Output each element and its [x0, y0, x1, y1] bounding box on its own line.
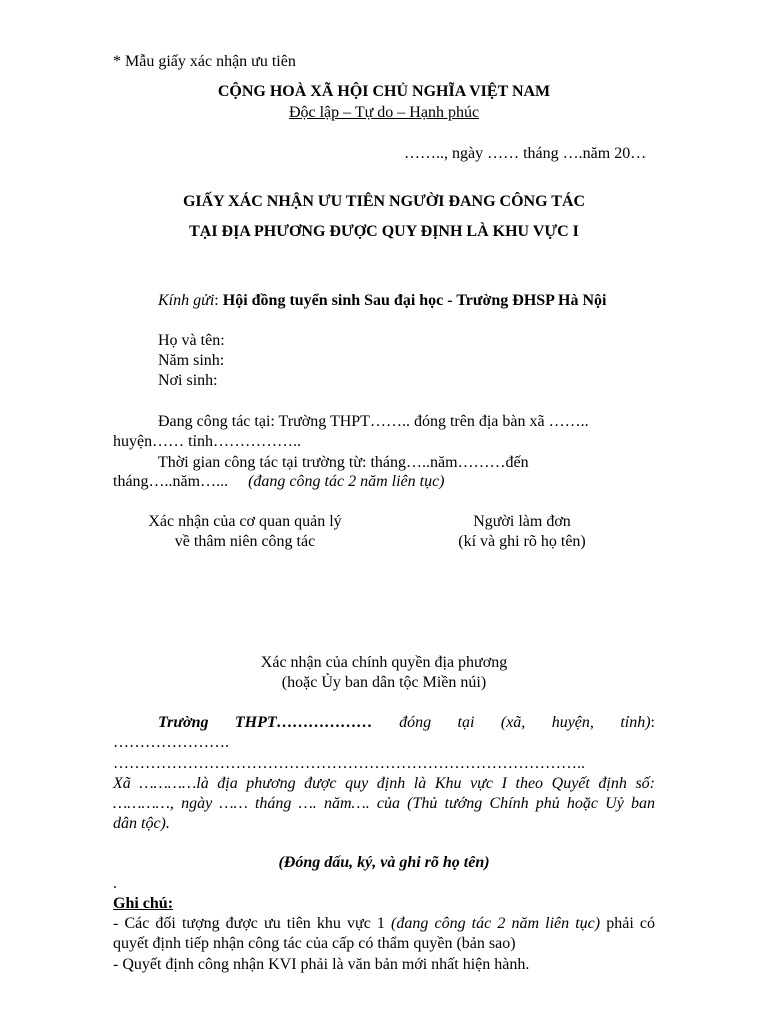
note-1-line-2: quyết định tiếp nhận công tác của cấp có thẩm quyền (bản sao) [113, 935, 516, 952]
signature-applicant-title: Người làm đơn [473, 513, 571, 530]
school-word: tỉnh) [620, 714, 651, 731]
note-1-emphasis: (đang công tác 2 năm liên tục) [391, 915, 601, 932]
signature-agency-subtitle: về thâm niên công tác [174, 533, 316, 550]
work-period-line-1: Thời gian công tác tại trường từ: tháng…..năm………đến [158, 454, 529, 471]
signature-applicant-subtitle: (kí và ghi rõ họ tên) [458, 533, 586, 550]
workplace-line-2: huyện…… tỉnh…………….. [113, 433, 301, 450]
field-birthplace: Nơi sinh: [158, 372, 218, 389]
school-word: (xã, [500, 714, 526, 731]
school-location-line [158, 713, 655, 733]
local-authority-title: Xác nhận của chính quyền địa phương [260, 654, 508, 671]
school-colon: : [650, 714, 655, 731]
recipient-label: Kính gửi [158, 292, 215, 309]
note-2: - Quyết định công nhận KVI phải là văn bản mới nhất hiện hành. [113, 956, 530, 973]
note-1-text: - Các đối tượng được ưu tiên khu vực 1 [113, 915, 392, 932]
commune-line-1: Xã …………là địa phương được quy định là Khu vực I theo Quyết định số: [113, 775, 655, 792]
commune-line-2: …………, ngày …… tháng …. năm…. của (Thủ tướng Chính phủ hoặc Uỷ ban [113, 795, 655, 812]
note-1-tail: phải có [600, 915, 655, 932]
school-word: đóng [399, 714, 432, 731]
motto: Độc lập – Tự do – Hạnh phúc [288, 104, 480, 121]
school-word: huyện, [551, 714, 594, 731]
country-header: CỘNG HOÀ XÃ HỘI CHỦ NGHĨA VIỆT NAM [217, 83, 551, 100]
school-word: tại [457, 714, 475, 731]
date-line: …….., ngày …… tháng ….năm 20… [404, 145, 647, 162]
seal-instruction: (Đóng dấu, ký, và ghi rõ họ tên) [278, 854, 490, 871]
work-period-end: tháng…..năm…... [113, 473, 229, 490]
field-full-name: Họ và tên: [158, 332, 225, 349]
field-birth-year: Năm sinh: [158, 352, 225, 369]
signature-agency-title: Xác nhận của cơ quan quản lý [148, 513, 342, 530]
recipient-name: Hội đồng tuyển sinh Sau đại học - Trường ĐHSP Hà Nội [222, 292, 607, 309]
form-note: * Mẫu giấy xác nhận ưu tiên [113, 53, 296, 70]
note-1-line-1 [113, 914, 655, 934]
school-dots: …………………. [113, 734, 229, 751]
recipient-colon: : [214, 292, 219, 309]
workplace-line-1: Đang công tác tại: Trường THPT…….. đóng trên địa bàn xã …….. [158, 413, 589, 430]
notes-heading: Ghi chú: [113, 895, 174, 912]
recipient-line [158, 291, 607, 311]
long-dotted-line: …………………………………………………………………………….. [113, 755, 585, 772]
document-title-line-2: TẠI ĐỊA PHƯƠNG ĐƯỢC QUY ĐỊNH LÀ KHU VỰC I [189, 223, 579, 240]
local-authority-subtitle: (hoặc Ủy ban dân tộc Miền núi) [281, 674, 487, 691]
work-period-line-2 [113, 472, 445, 492]
school-word: Trường [158, 714, 209, 731]
commune-line-3: dân tộc). [113, 815, 170, 832]
stray-dot: . [113, 875, 117, 892]
work-period-note: (đang công tác 2 năm liên tục) [248, 473, 445, 490]
school-word: THPT……………… [234, 714, 373, 731]
document-title-line-1: GIẤY XÁC NHẬN ƯU TIÊN NGƯỜI ĐANG CÔNG TÁC [182, 193, 586, 210]
